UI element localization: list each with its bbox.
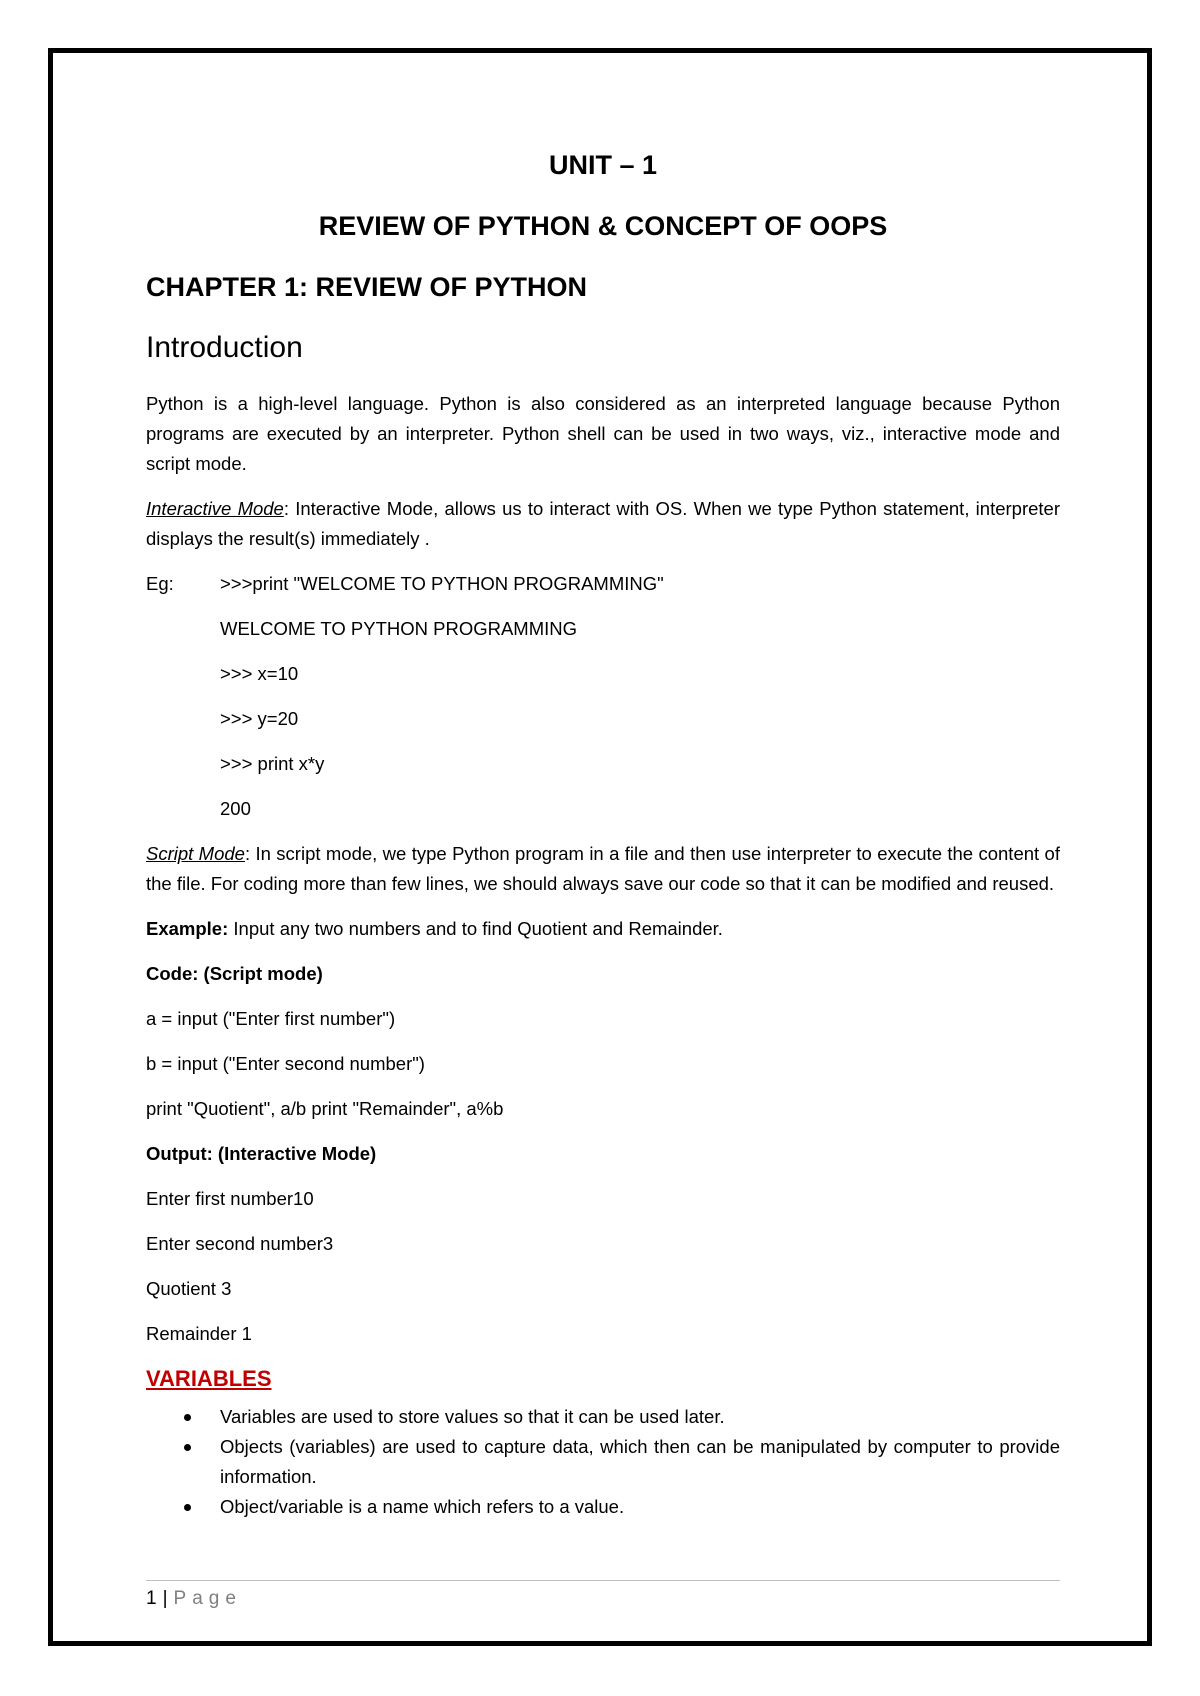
code-line: >>> print x*y bbox=[220, 753, 325, 774]
bullet-icon bbox=[184, 1504, 191, 1511]
code-line: WELCOME TO PYTHON PROGRAMMING bbox=[220, 618, 578, 639]
variables-list bbox=[146, 1402, 1060, 1522]
footer-divider bbox=[146, 1580, 1060, 1581]
interactive-mode-text: : Interactive Mode, allows us to interact with OS. When we type Python statement, interpreter displays the result(s) immediately . bbox=[146, 498, 1061, 549]
bullet-icon bbox=[184, 1414, 191, 1421]
example-paragraph bbox=[146, 914, 1060, 944]
code-line: a = input ("Enter first number") bbox=[146, 1008, 396, 1029]
code-line: >>>print "WELCOME TO PYTHON PROGRAMMING" bbox=[220, 573, 664, 594]
output-line: Enter first number10 bbox=[146, 1188, 314, 1209]
code-line: >>> x=10 bbox=[220, 663, 299, 684]
code-line: 200 bbox=[220, 798, 251, 819]
example-label: Example: bbox=[146, 918, 229, 939]
chapter-heading: CHAPTER 1: REVIEW OF PYTHON bbox=[146, 272, 588, 302]
script-mode-text: : In script mode, we type Python program in a file and then use interpreter to execute the content of the file. For coding more than few lines, we should always save our code so that it can be modified and reused. bbox=[146, 843, 1060, 894]
output-line: Enter second number3 bbox=[146, 1233, 334, 1254]
list-item bbox=[146, 1492, 1060, 1522]
list-item-text: Object/variable is a name which refers to a value. bbox=[220, 1496, 625, 1517]
variables-heading: VARIABLES bbox=[146, 1366, 272, 1391]
list-item-text: Variables are used to store values so that it can be used later. bbox=[220, 1406, 725, 1427]
output-line: Remainder 1 bbox=[146, 1323, 252, 1344]
script-mode-label: Script Mode bbox=[146, 843, 245, 864]
eg-label: Eg: bbox=[146, 573, 174, 594]
interactive-mode-label: Interactive Mode bbox=[146, 498, 284, 519]
page-number: 1 bbox=[146, 1588, 157, 1609]
script-mode-paragraph bbox=[146, 839, 1060, 899]
code-line: print "Quotient", a/b print "Remainder", a%b bbox=[146, 1098, 504, 1119]
example-first-line bbox=[146, 569, 1060, 599]
code-heading: Code: (Script mode) bbox=[146, 963, 323, 984]
example-text: Input any two numbers and to find Quotient and Remainder. bbox=[228, 918, 723, 939]
list-item bbox=[146, 1402, 1060, 1432]
unit-title: UNIT – 1 bbox=[548, 150, 658, 180]
output-heading: Output: (Interactive Mode) bbox=[146, 1143, 377, 1164]
document-title: REVIEW OF PYTHON & CONCEPT OF OOPS bbox=[318, 211, 888, 241]
intro-heading: Introduction bbox=[146, 331, 303, 364]
intro-paragraph: Python is a high-level language. Python is also considered as an interpreted language because Python programs are executed by an interpreter. Python shell can be used in two ways, viz., interactive mode and script mode. bbox=[146, 393, 1060, 474]
page-label: Page bbox=[173, 1588, 242, 1609]
page-footer bbox=[146, 1586, 242, 1612]
code-line: b = input ("Enter second number") bbox=[146, 1053, 425, 1074]
footer-separator: | bbox=[162, 1588, 168, 1609]
output-line: Quotient 3 bbox=[146, 1278, 232, 1299]
list-item bbox=[146, 1432, 1060, 1492]
bullet-icon bbox=[184, 1444, 191, 1451]
code-line: >>> y=20 bbox=[220, 708, 299, 729]
interactive-mode-paragraph bbox=[146, 494, 1060, 554]
document-body bbox=[146, 150, 1060, 1522]
list-item-text: Objects (variables) are used to capture data, which then can be manipulated by computer to provide information. bbox=[220, 1436, 1060, 1487]
